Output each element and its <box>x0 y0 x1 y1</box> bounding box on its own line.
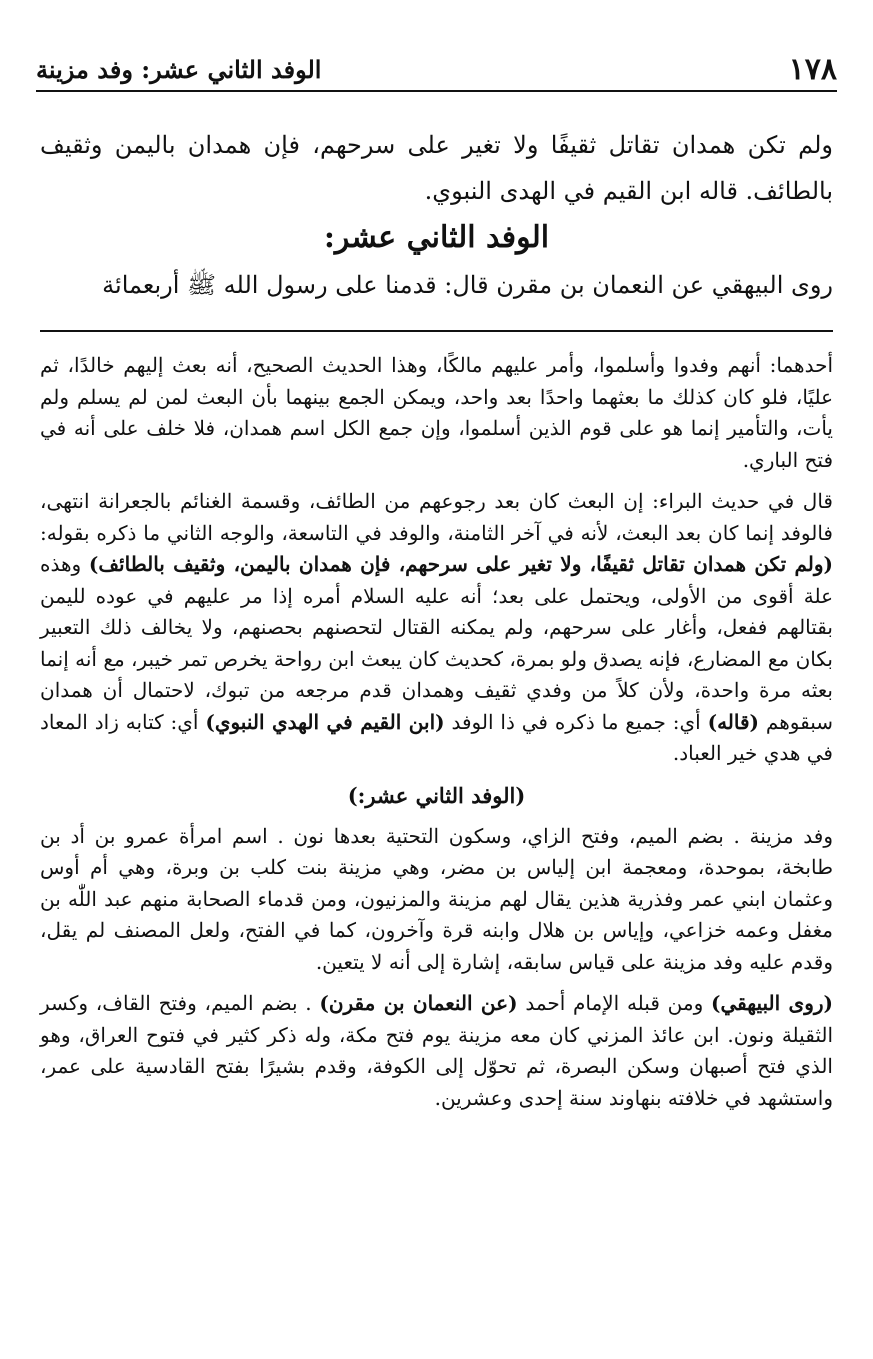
quoted-text: (ابن القيم في الهدي النبوي) <box>205 709 445 734</box>
commentary-subheading: (الوفد الثاني عشر:) <box>347 782 526 808</box>
quoted-text: (ولم تكن همدان تقاتل ثقيفًا، ولا تغير على سرحهم، فإن همدان باليمن، وثقيف بالطائف) <box>88 552 833 576</box>
commentary-paragraph-4 <box>40 988 833 1114</box>
main-paragraph-2: روى البيهقي عن النعمان بن مقرن قال: قدمنا على رسول الله ﷺ أربعمائة <box>102 271 833 299</box>
commentary-text-run: قال في حديث البراء: إن البعث كان بعد رجوعهم من الطائف، وقسمة الغنائم بالجعرانة انتهى، فالوفد إنما كان بعد البعث، لأنه في آخر الثامنة، والوفد في التاسعة، والوجه الثاني ما ذكره بقوله: <box>40 489 833 545</box>
main-commentary-divider <box>40 330 833 332</box>
commentary-text-run: أي: جميع ما ذكره في ذا الوفد <box>444 709 708 734</box>
quoted-text: (روى البيهقي) <box>711 991 833 1015</box>
commentary-text <box>40 350 833 1124</box>
quoted-text: (عن النعمان بن مقرن) <box>319 991 518 1015</box>
commentary-text-run: وهذه علة أقوى من الأولى، ويحتمل على بعد؛ أنه عليه السلام أمره إذا مر عليهم في عوده لليمن بقتالهم ففعل، وأغار على سرحهم، ولم يمكنه القتال لتحصنهم بحصنهم، ولا يخالف ذلك التعبير بكان مع المضارع، فإنه يصدق ولو بمرة، كحديث كان يبعث ابن رواحة يخرص تمر خيبر، مع أنه إنما بعثه مرة واحدة، ولأن كلاً من وفدي ثقيف وهمدان قدم مرجعه من تبوك، لاحتمال أن همدان سبقوهم <box>40 552 833 734</box>
commentary-paragraph-3: وفد مزينة . بضم الميم، وفتح الزاي، وسكون التحتية بعدها نون . اسم امرأة عمرو بن أد بن طابخة، بموحدة، ومعجمة ابن إلياس بن مضر، وهي مزينة بنت كلب بن وبرة، وهي أم أوس وعثمان ابني عمر وفذرية هذين يقال لهم مزينة والمزنيون، ومن قدماء الصحابة منهم عبد اللّٰه بن مغفل وعمه خزاعي، وإياس بن هلال وابنه قرة وآخرون، كما في الفتح، ولعل المصنف لم يقل، وقدم عليه وفد مزينة على قياس سابقه، إشارة إلى أنه لا يتعين. <box>40 823 834 974</box>
main-paragraph-1: ولم تكن همدان تقاتل ثقيفًا ولا تغير على سرحهم، فإن همدان باليمن وثقيف بالطائف. قاله ابن القيم في الهدى النبوي. <box>40 131 833 205</box>
main-text <box>40 122 833 308</box>
page-header <box>36 46 837 92</box>
commentary-text-run: . بضم الميم، وفتح القاف، وكسر الثقيلة ونون. ابن عائذ المزني كان معه مزينة يوم فتح مكة، وله ذكر كثير في فتوح العراق، وهو الذي فتح أصبهان وسكن البصرة، ثم تحوّل إلى الكوفة، وقدم بشيرًا بفتح القادسية على عمر، واستشهد في خلافته بنهاوند سنة إحدى وعشرين. <box>40 991 833 1110</box>
commentary-paragraph-2 <box>40 486 833 770</box>
section-heading: الوفد الثاني عشر: <box>323 220 550 255</box>
commentary-text-run: أي: كتابه زاد المعاد في هدي خير العباد. <box>40 709 833 765</box>
running-title: الوفد الثاني عشر: وفد مزينة <box>36 55 322 84</box>
quoted-text: (قاله) <box>707 709 760 734</box>
commentary-text-run: ومن قبله الإمام أحمد <box>517 991 711 1015</box>
commentary-paragraph-1: أحدهما: أنهم وفدوا وأسلموا، وأمر عليهم مالكًا، وهذا الحديث الصحيح، أنه بعث إليهم خالدًا، ثم عليًا، فلو كان كذلك ما بعثهما واحدًا بعد واحد، ويمكن الجمع بينهما بأن البعث لمن لم يسلم ولم يأت، والتأمير إنما هو على قوم الذين أسلموا، وإن جمع الكل اسم همدان، فلا خلف على أنه في فتح الباري. <box>40 353 833 472</box>
page-number: ١٧٨ <box>788 52 837 87</box>
